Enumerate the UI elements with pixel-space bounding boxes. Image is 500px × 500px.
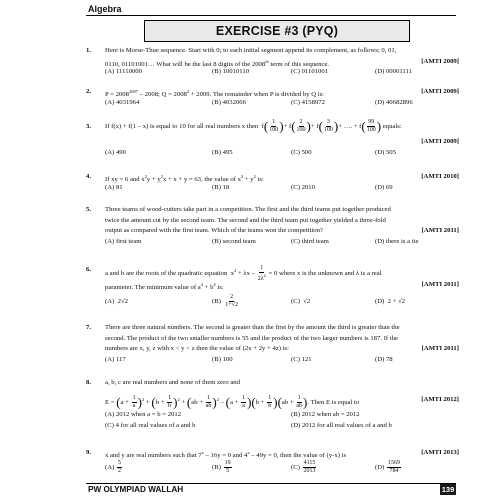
page-number: 139 <box>441 485 455 494</box>
option-d: (D) 40682896 <box>375 98 413 106</box>
question-text-line: a, b, c are real numbers and none of them zero and <box>105 379 240 386</box>
option-a: (A) 4031964 <box>105 98 140 106</box>
options-row <box>105 410 459 421</box>
option-a: (A) 2√2 <box>105 297 128 305</box>
question-number: 4. <box>86 173 92 180</box>
source-tag: [AMTI 2013] <box>421 449 459 456</box>
option-c: (C) 121 <box>291 355 312 363</box>
option-c: (C) √2 <box>291 297 311 305</box>
option-d: (D) 78 <box>375 355 393 363</box>
option-a: (A) 81 <box>105 183 123 191</box>
question-number: 3. <box>86 123 92 130</box>
option-c: (C) 4158972 <box>291 98 325 106</box>
source-tag: [AMTI 2009] <box>421 138 459 145</box>
option-b: (B) 2012 when ab = 2012 <box>291 410 360 418</box>
source-tag: [AMTI 2009] <box>421 88 459 95</box>
option-d: (D) 00001111 <box>375 68 412 76</box>
source-tag: [AMTI 2012] <box>421 395 459 403</box>
source-tag: [AMTI 2009] <box>421 57 459 65</box>
option-d: (D) 2012 for all real values of a and b <box>291 421 392 429</box>
header-subject: Algebra <box>88 4 122 14</box>
option-b: (B) second team <box>212 237 256 245</box>
source-tag: [AMTI 2011] <box>421 227 459 235</box>
question-number: 1. <box>86 47 92 54</box>
option-b: (B) $\frac{2}{1+√2}$ <box>212 294 238 308</box>
question-text-line: 0110, 01101001… What will be the last 8 digits of the 2008th term of this sequence. [AMTI 2009] <box>105 57 459 68</box>
question-text: numbers are x, y, z with x < y < z then the value of (2x + 2y + 4z) is: <box>105 345 290 353</box>
options-row <box>105 67 459 78</box>
question-text-line <box>105 344 459 355</box>
option-b: (B) 4032066 <box>212 98 246 106</box>
option-d: (D) there is a tie <box>375 237 419 245</box>
source-tag: [AMTI 2011] <box>421 345 459 353</box>
question-text-line: Three teams of wood-cutters take part in a competition. The first and the third teams put together produced <box>105 206 391 213</box>
options-row <box>105 459 459 477</box>
question-text-line: E = (a + $\frac{1}{a}$ )$^2$ + (b + $\frac{1}{b}$ )$^2$ + (ab + $\frac{1}{ab}$ )$^2$ – (a + $\frac{1}{a}$ )(b + $\frac{1}{b}$ )(ab + $\frac{1}{ab}$ ). Then E is equal to [AMTI 2012] <box>105 389 459 410</box>
option-a: (A) 2012 when a = b = 2012 <box>105 410 182 418</box>
option-a: (A) 11110000 <box>105 68 142 76</box>
source-tag: [AMTI 2010] <box>421 173 459 180</box>
option-a: (A) $\frac{5}{2}$ <box>105 460 121 474</box>
question-number: 2. <box>86 88 92 95</box>
option-c: (C) 01101001 <box>291 68 329 76</box>
option-d: (D) 2 + √2 <box>375 297 406 305</box>
options-row <box>105 98 459 109</box>
footer-divider <box>86 483 456 484</box>
options-row <box>105 183 459 194</box>
option-b: (B) 18 <box>212 183 230 191</box>
option-b: (B) $\frac{19}{5}$ <box>212 460 231 474</box>
options-row <box>105 421 459 432</box>
question-text-line: If f(x) + f(1 – x) is equal to 10 for all real numbers x then f( $\frac{1}{100}$ )+ f( $\frac{2}{100}$ )+ f( $\frac{3}{100}$ )+ …. + f( $\frac{99}{100}$ ) equals: <box>105 118 402 134</box>
option-c: (C) 4 for all real values of a and b <box>105 421 196 429</box>
options-row <box>105 148 459 159</box>
option-c: (C) 500 <box>291 149 312 156</box>
option-b: (B) 10010110 <box>212 68 250 76</box>
question-text-line <box>105 226 459 237</box>
source-line <box>105 136 459 148</box>
option-c: (C) $\frac{4115}{2013}$ <box>291 460 316 474</box>
question-number: 6. <box>86 266 92 273</box>
option-c: (C) third team <box>291 237 329 245</box>
question-text-line: x and y are real numbers such that 7$^x$ – 16y = 0 and 4$^x$ – 49y = 0, then the value of (y-x) is [AMTI 2013] <box>105 449 459 460</box>
question-text-line: a and b are the roots of the quadratic equation $x^2 + \lambda x$ – $\frac{1}{2\lambda^2}$ = 0 where x is the unknown and λ is a real <box>105 265 382 282</box>
option-a: (A) 490 <box>105 149 126 156</box>
question-text-line: second. The product of the two smaller numbers is 55 and the product of the two larger numbers is 187. If the <box>105 334 399 342</box>
option-a: (A) 117 <box>105 355 126 363</box>
option-d: (D) $\frac{1569}{784}$ <box>375 460 400 474</box>
question-text-line: There are three natural numbers. The second is greater than the first by the amount the third is greater than the <box>105 324 400 331</box>
question-number: 7. <box>86 324 92 331</box>
option-d: (D) 69 <box>375 183 393 191</box>
source-tag: [AMTI 2011] <box>421 281 459 288</box>
question-text-line: $P = 2008^{2007} - 2008$; $Q = 2008^2 + 2009$. The remainder when P is divided by Q is: [AMTI 2009] <box>105 88 459 99</box>
question-text-line: Here is Morse-Thue sequence. Start with 0; to each initial segment append its complement, as follows; 0, 01, <box>105 47 397 54</box>
exercise-banner: EXERCISE #3 (PYQ) <box>144 20 410 42</box>
question-number: 5. <box>86 206 92 213</box>
option-b: (B) 495 <box>212 149 233 156</box>
option-a: (A) first team <box>105 237 142 245</box>
question-text-line: parameter. The minimum value of $a^4 + b^4$ is: [AMTI 2011] <box>105 281 459 292</box>
question-text: output as compared with the first team. Which of the teams won the competition? <box>105 227 323 235</box>
question-text-line: If xy = 6 and $x^2y + y^2x + x + y = 63$, the value of $x^2 + y^2$ is: [AMTI 2010] <box>105 173 459 184</box>
options-row <box>105 355 459 366</box>
question-text-line: twice the amount cut by the second team. The second and the third team put together yielded a three-fold <box>105 216 386 224</box>
option-c: (C) 2010 <box>291 183 315 191</box>
option-b: (B) 100 <box>212 355 233 363</box>
option-d: (D) 505 <box>375 149 396 156</box>
options-row <box>105 291 459 313</box>
header-divider <box>86 15 456 16</box>
question-number: 9. <box>86 449 92 456</box>
question-number: 8. <box>86 379 92 386</box>
footer-brand: PW OLYMPIAD WALLAH <box>88 485 184 494</box>
options-row <box>105 237 459 248</box>
